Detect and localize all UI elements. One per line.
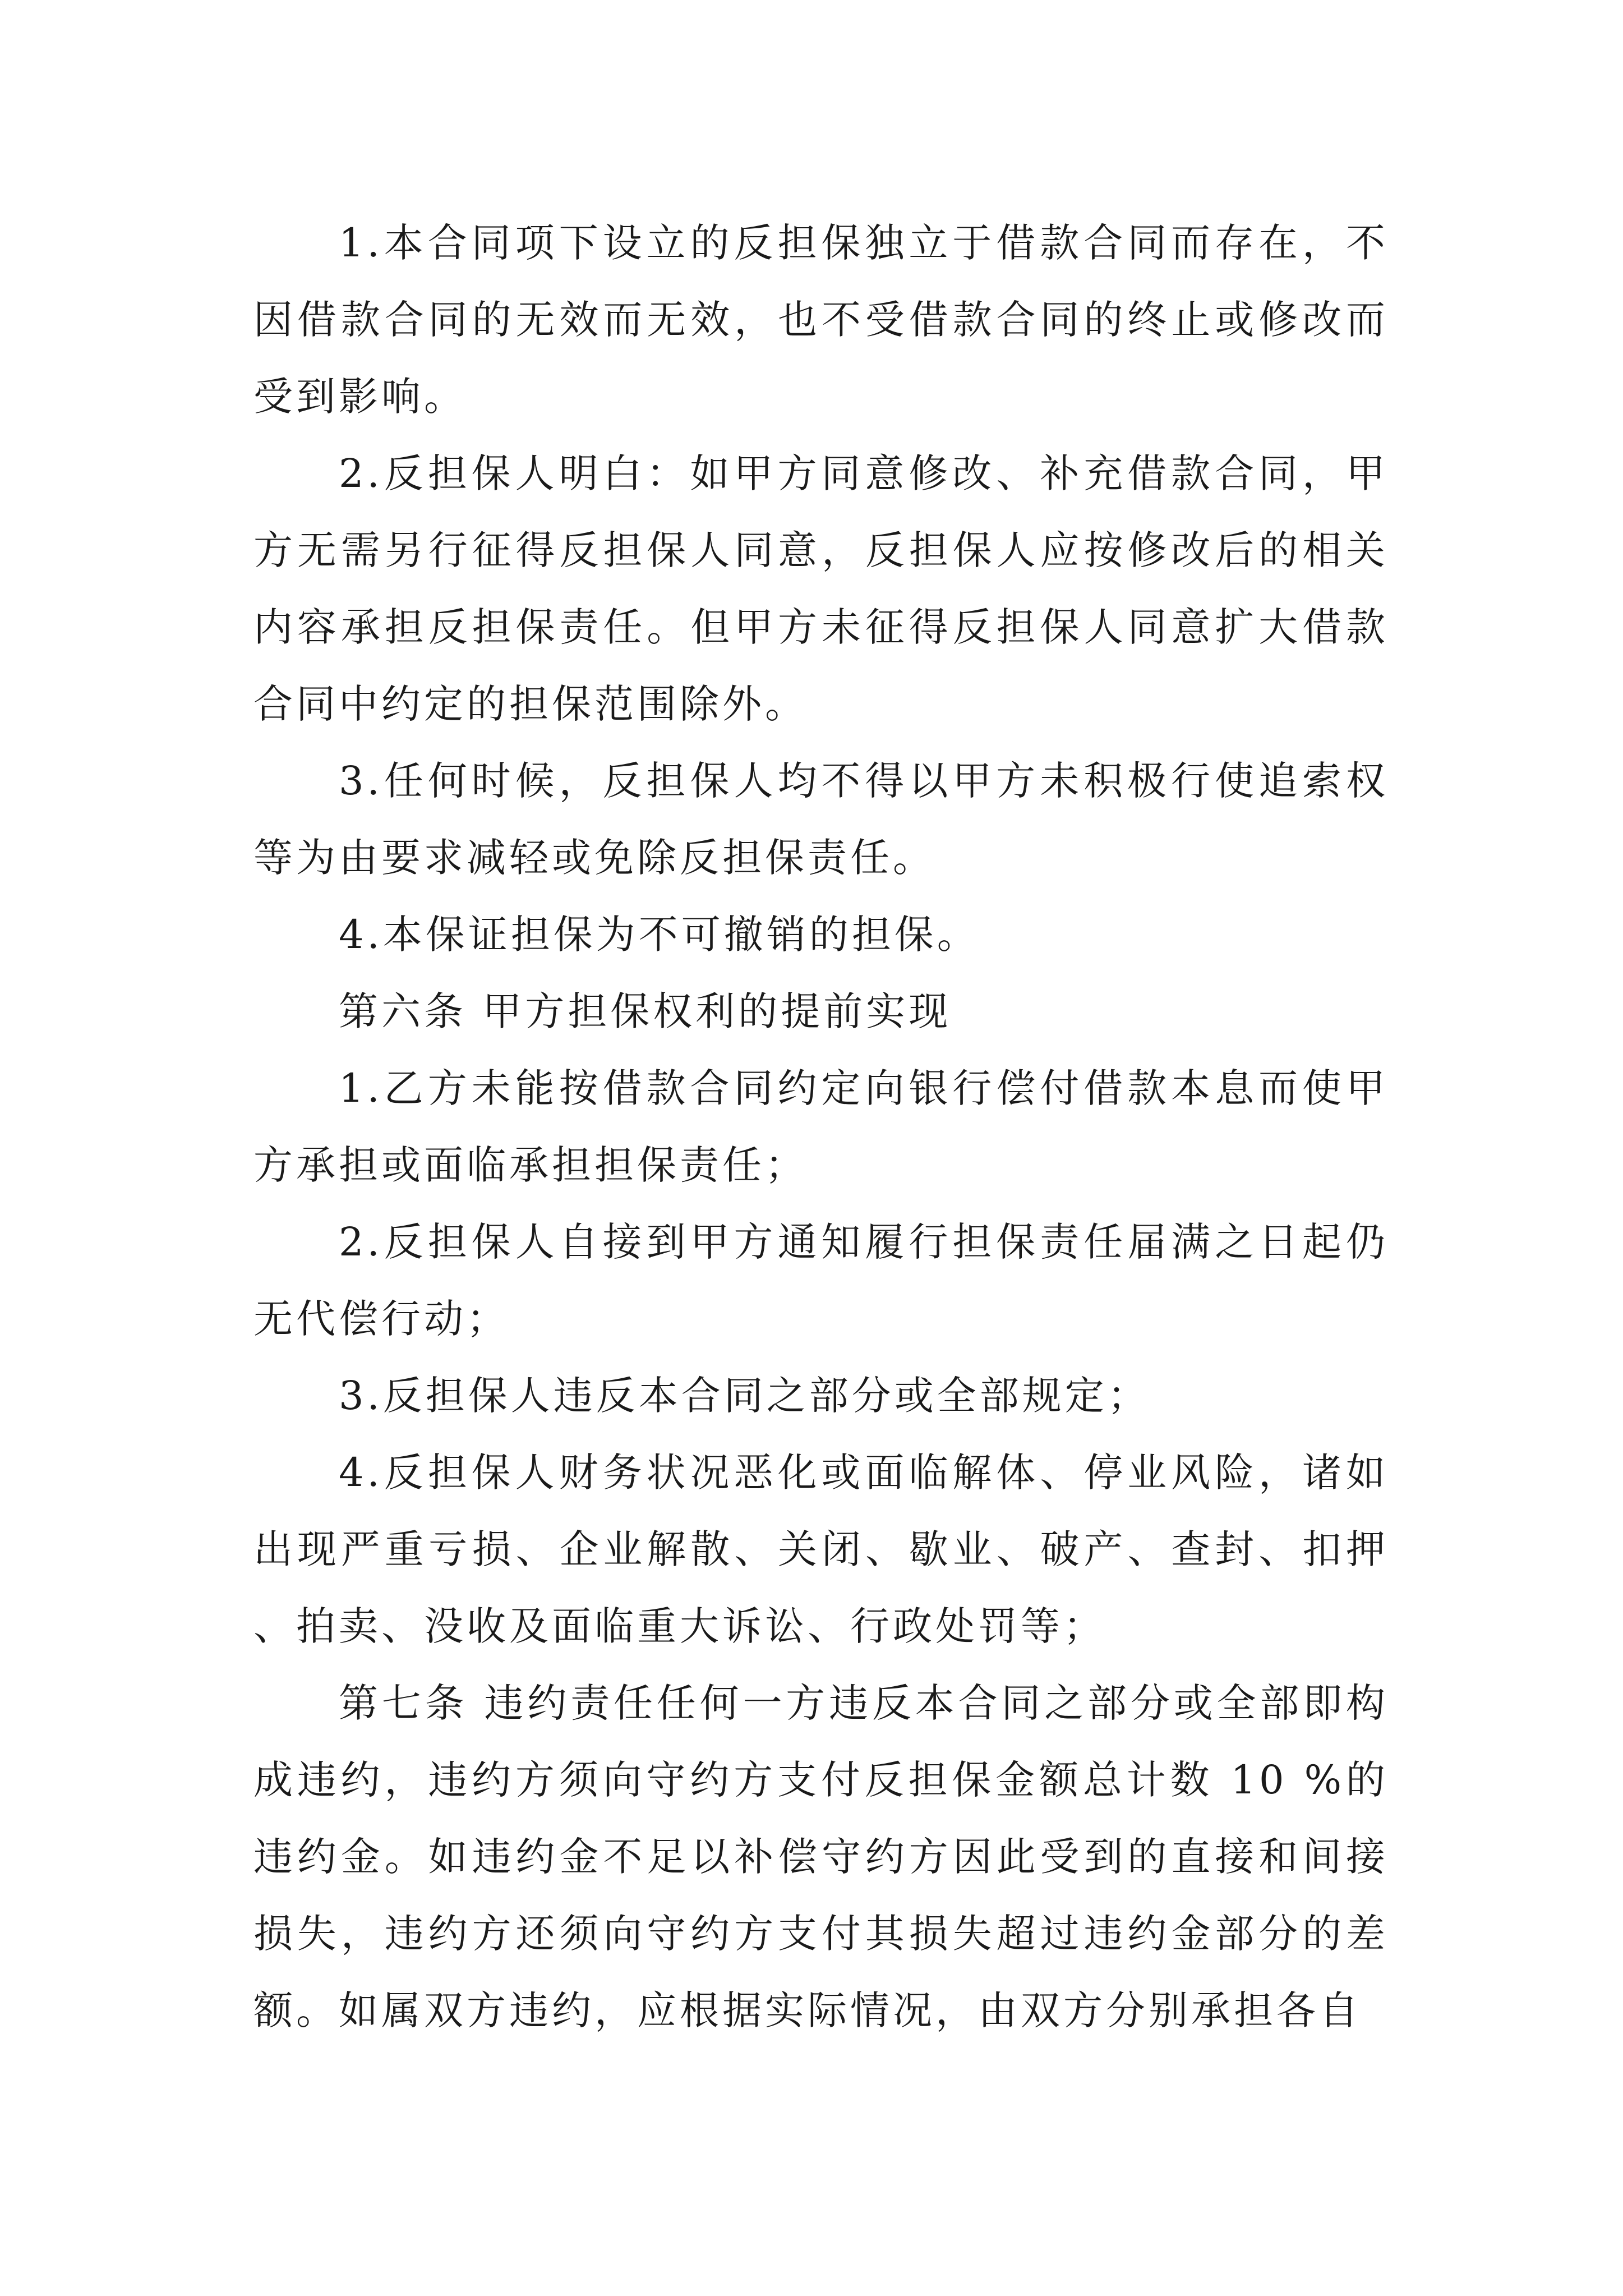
document-body [253, 205, 1389, 2049]
paragraph-modification-clause: 2.反担保人明白：如甲方同意修改、补充借款合同，甲方无需另行征得反担保人同意，反担保人应按修改后的相关内容承担反担保责任。但甲方未征得反担保人同意扩大借款合同中约定的担保范围除外。 [253, 450, 1389, 727]
paragraph-irrevocable-clause: 4.本保证担保为不可撤销的担保。 [339, 912, 980, 958]
paragraph-early-realization-item-4: 4.反担保人财务状况恶化或面临解体、停业风险，诸如出现严重亏损、企业解散、关闭、歇业、破产、查封、扣押、拍卖、没收及面临重大诉讼、行政处罚等； [253, 1450, 1389, 1649]
article-six-heading: 第六条 甲方担保权利的提前实现 [339, 988, 952, 1034]
paragraph-early-realization-item-3: 3.反担保人违反本合同之部分或全部规定； [339, 1373, 1150, 1419]
article-seven-paragraph: 第七条 违约责任任何一方违反本合同之部分或全部即构成违约，违约方须向守约方支付反担保金额总计数 10 %的违约金。如违约金不足以补偿守约方因此受到的直接和间接损失，违约方还须向守约方支付其损失超过违约金部分的差额。如属双方违约，应根据实际情况，由双方分别承担各自 [253, 1680, 1389, 2033]
paragraph-no-reduction-clause: 3.任何时候，反担保人均不得以甲方未积极行使追索权等为由要求减轻或免除反担保责任。 [253, 758, 1389, 881]
paragraph-independence-clause: 1.本合同项下设立的反担保独立于借款合同而存在，不因借款合同的无效而无效，也不受借款合同的终止或修改而受到影响。 [253, 220, 1389, 420]
paragraph-early-realization-item-1: 1.乙方未能按借款合同约定向银行偿付借款本息而使甲方承担或面临承担担保责任； [253, 1065, 1389, 1188]
paragraph-early-realization-item-2: 2.反担保人自接到甲方通知履行担保责任届满之日起仍无代偿行动； [253, 1219, 1389, 1342]
